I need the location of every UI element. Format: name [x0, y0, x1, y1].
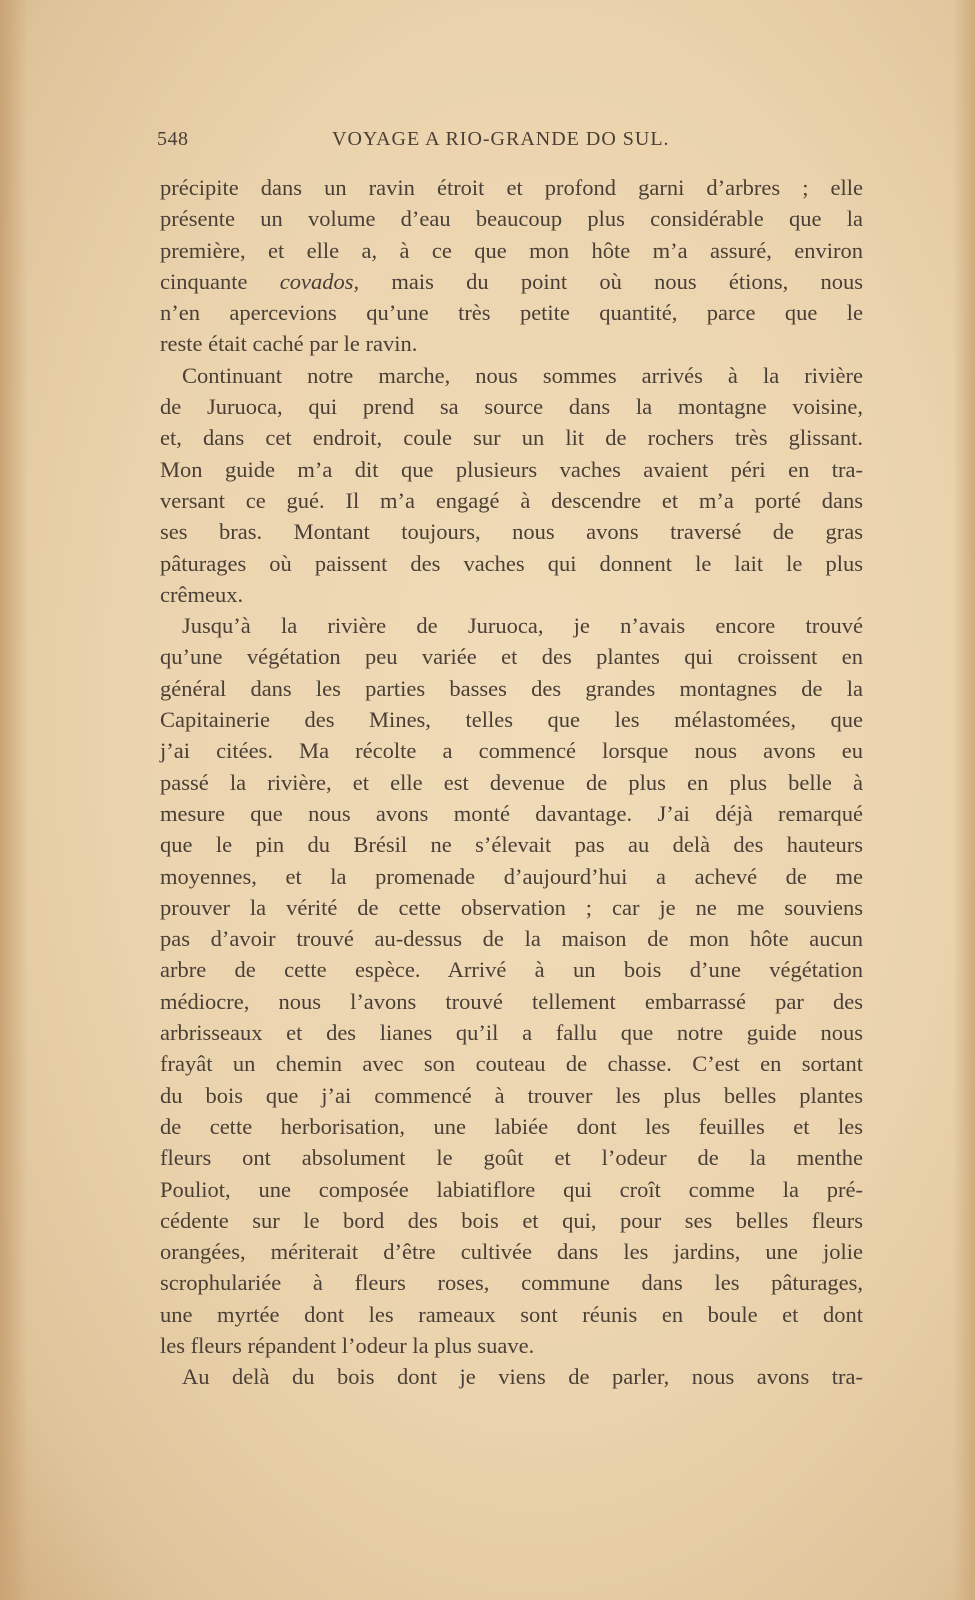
text-line-with-italic	[160, 266, 863, 297]
text-line: passé la rivière, et elle est devenue de plus en plus belle à	[160, 769, 863, 795]
text-line: reste était caché par le ravin.	[160, 331, 418, 357]
page-edge-right	[953, 0, 975, 1600]
text-line: cédente sur le bord des bois et qui, pour ses belles fleurs	[160, 1207, 863, 1233]
text-line: que le pin du Brésil ne s’élevait pas au delà des hauteurs	[160, 832, 863, 858]
text-line: arbrisseaux et des lianes qu’il a fallu que notre guide nous	[160, 1020, 863, 1046]
text-line: pâturages où paissent des vaches qui donnent le lait le plus	[160, 550, 863, 576]
line-suffix: mais du point où nous étions, nous	[391, 268, 864, 294]
paragraph-start: Continuant notre marche, nous sommes arrivés à la rivière	[182, 362, 863, 388]
page-number: 548	[157, 128, 189, 150]
text-line: j’ai citées. Ma récolte a commencé lorsque nous avons eu	[160, 738, 863, 764]
text-line: arbre de cette espèce. Arrivé à un bois d’une végétation	[160, 957, 863, 983]
text-line: scrophulariée à fleurs roses, commune dans les pâturages,	[160, 1270, 863, 1296]
text-line: médiocre, nous l’avons trouvé tellement embarrassé par des	[160, 988, 863, 1014]
text-line: ses bras. Montant toujours, nous avons traversé de gras	[160, 519, 863, 545]
italic-term: covados,	[279, 268, 360, 294]
text-line: pas d’avoir trouvé au-dessus de la maison de mon hôte aucun	[160, 926, 863, 952]
page-edge-left	[0, 0, 28, 1600]
text-line: et, dans cet endroit, coule sur un lit de rochers très glissant.	[160, 425, 863, 451]
line-prefix: cinquante	[160, 268, 248, 294]
text-line: qu’une végétation peu variée et des plantes qui croissent en	[160, 644, 863, 670]
running-title: VOYAGE A RIO-GRANDE DO SUL.	[332, 128, 670, 150]
text-line: précipite dans un ravin étroit et profond garni d’arbres ; elle	[160, 175, 863, 200]
text-line: Pouliot, une composée labiatiflore qui croît comme la pré-	[160, 1176, 863, 1202]
text-line: de cette herborisation, une labiée dont les feuilles et les	[160, 1113, 863, 1139]
text-line: une myrtée dont les rameaux sont réunis en boule et dont	[160, 1301, 863, 1327]
text-line: Capitainerie des Mines, telles que les mélastomées, que	[160, 707, 863, 733]
text-line: mesure que nous avons monté davantage. J’ai déjà remarqué	[160, 800, 863, 826]
text-line: première, et elle a, à ce que mon hôte m’a assuré, environ	[160, 237, 863, 263]
text-line: de Juruoca, qui prend sa source dans la montagne voisine,	[160, 394, 863, 420]
text-line: général dans les parties basses des grandes montagnes de la	[160, 675, 863, 701]
text-line: orangées, mériterait d’être cultivée dans les jardins, une jolie	[160, 1239, 863, 1265]
body-text	[160, 172, 863, 1393]
text-line: prouver la vérité de cette observation ; car je ne me souviens	[160, 894, 863, 920]
text-line: du bois que j’ai commencé à trouver les plus belles plantes	[160, 1082, 863, 1108]
text-line: frayât un chemin avec son couteau de chasse. C’est en sortant	[160, 1051, 863, 1077]
text-line: crêmeux.	[160, 581, 244, 607]
text-line: n’en apercevions qu’une très petite quantité, parce que le	[160, 300, 863, 326]
paragraph-start: Jusqu’à la rivière de Juruoca, je n’avais encore trouvé	[182, 613, 863, 639]
text-line: Mon guide m’a dit que plusieurs vaches avaient péri en tra-	[160, 456, 863, 482]
text-line: versant ce gué. Il m’a engagé à descendre et m’a porté dans	[160, 487, 863, 513]
text-line: moyennes, et la promenade d’aujourd’hui a achevé de me	[160, 863, 863, 889]
running-head	[157, 128, 863, 158]
paragraph-start: Au delà du bois dont je viens de parler, nous avons tra-	[182, 1364, 863, 1390]
text-line: les fleurs répandent l’odeur la plus suave.	[160, 1332, 535, 1358]
text-line: présente un volume d’eau beaucoup plus considérable que la	[160, 206, 863, 232]
text-line: fleurs ont absolument le goût et l’odeur de la menthe	[160, 1145, 863, 1171]
